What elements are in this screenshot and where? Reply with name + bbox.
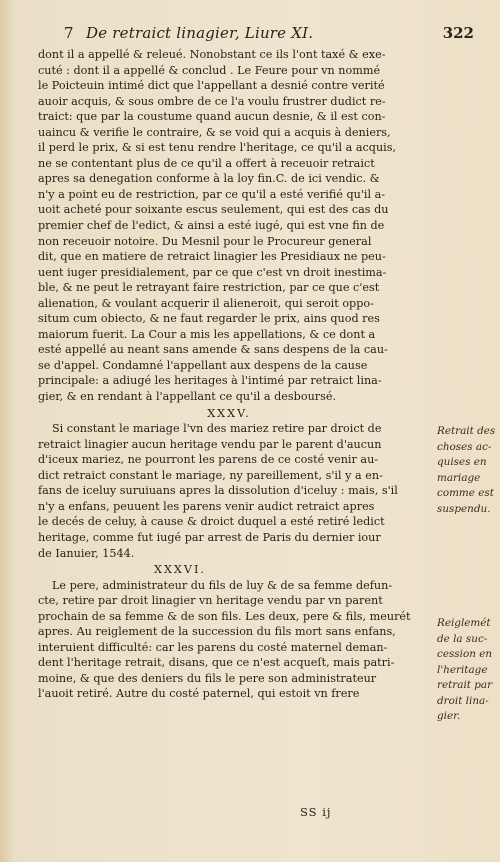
text-line: retraict linagier aucun heritage vendu par le parent d'aucun [38, 437, 382, 451]
margin-note-reiglement [437, 616, 497, 725]
text-line: n'y a enfans, peuuent les parens venir audict retraict apres [38, 499, 375, 513]
note-line: comme est [437, 487, 494, 499]
note-line: de la suc- [437, 632, 488, 645]
header-title: De retraict linagier, Liure XI. [86, 24, 314, 42]
note-line: choses ac- [437, 440, 492, 453]
text-line: d'iceux mariez, ne pourront les parens de ce costé venir au- [38, 453, 379, 467]
text-line: dit, que en matiere de retraict linagier les Presidiaux ne peu- [38, 250, 386, 264]
text-line: dict retraict constant le mariage, ny pareillement, s'il y a en- [38, 468, 383, 482]
text-line: il perd le prix, & si est tenu rendre l'heritage, ce qu'il a acquis, [38, 141, 397, 155]
text-line: dent l'heritage retrait, disans, que ce n'est acqueſt, mais patri- [38, 656, 395, 670]
text-line: le Poicteuin intimé dict que l'appellant a desnié contre verité [38, 79, 385, 93]
text-line: l'auoit retiré. Autre du costé paternel, qui estoit vn frere [38, 687, 360, 701]
text-line: moine, & que des deniers du fils le pere son administrateur [38, 671, 377, 685]
text-line: uaincu & verifie le contraire, & se void qui a acquis à deniers, [38, 125, 391, 139]
article-heading-36: XXXVI. [154, 563, 206, 577]
note-line: l'heritage [437, 663, 488, 676]
text-line: non receuoir notoire. Du Mesnil pour le Procureur general [38, 234, 372, 248]
text-line: Si constant le mariage l'vn des mariez retire par droict de [52, 422, 382, 436]
text-line: de Ianuier, 1544. [38, 546, 135, 560]
text-line: uent iuger presidialement, par ce que c'est vn droit inestima- [38, 265, 387, 279]
note-line: gier. [437, 710, 461, 722]
header-section-number: 7 [64, 24, 74, 42]
note-line: quises en [437, 456, 487, 468]
note-line: Retrait des [437, 425, 496, 437]
text-line: Le pere, administrateur du fils de luy & de sa femme defun- [52, 578, 393, 592]
text-line: le decés de celuy, à cause & droict duquel a esté retiré ledict [38, 515, 385, 529]
text-line: apres. Au reiglement de la succession du fils mort sans enfans, [38, 625, 396, 639]
page-number: 322 [442, 24, 474, 42]
text-line: principale: a adiugé les heritages à l'intimé par retraict lina- [38, 374, 382, 388]
text-line: auoir acquis, & sous ombre de ce l'a voulu frustrer dudict re- [38, 94, 386, 108]
note-line: droit lina- [437, 694, 489, 707]
text-line: se d'appel. Condamné l'appellant aux despens de la cause [38, 358, 368, 372]
note-line: cession en [437, 648, 493, 660]
text-line: traict: que par la coustume quand aucun desnie, & il est con- [38, 110, 386, 124]
text-line: esté appellé au neant sans amende & sans despens de la cau- [38, 343, 388, 357]
paragraph-1 [38, 47, 420, 405]
margin-note-retrait-des-choses [437, 424, 497, 517]
note-line: retrait par [437, 679, 493, 691]
text-line: premier chef de l'edict, & ainsi a esté iugé, qui est vne fin de [38, 219, 385, 233]
text-line: dont il a appellé & releué. Nonobstant ce ils l'ont taxé & exe- [38, 48, 386, 61]
running-header [64, 22, 484, 44]
text-line: uoit acheté pour soixante escus seulement, qui est des cas du [38, 203, 389, 217]
note-line: Reiglemét [437, 617, 491, 629]
text-line: cuté : dont il a appellé & conclud . Le Feure pour vn nommé [38, 63, 381, 77]
note-line: mariage [437, 471, 481, 484]
signature-mark: SS ij [300, 805, 332, 819]
page-body [38, 47, 420, 702]
text-line: interuient difficulté: car les parens du costé maternel deman- [38, 640, 388, 654]
text-line: maiorum fuerit. La Cour a mis les appellations, & ce dont a [38, 327, 376, 341]
text-line: heritage, comme fut iugé par arrest de Paris du dernier iour [38, 530, 381, 544]
text-line: situm cum obiecto, & ne faut regarder le prix, ains quod res [38, 312, 380, 326]
text-line: alienation, & voulant acquerir il alieneroit, qui seroit oppo- [38, 296, 374, 310]
paragraph-2 [38, 421, 420, 561]
text-line: ne se contentant plus de ce qu'il a offert à receuoir retraict [38, 156, 375, 170]
text-line: fans de iceluy suruiuans apres la dissolution d'iceluy : mais, s'il [38, 484, 398, 498]
article-heading-35: XXXV. [207, 406, 251, 420]
text-line: prochain de sa femme & de son fils. Les deux, pere & fils, meurét [38, 609, 411, 623]
text-line: cte, retire par droit linagier vn heritage vendu par vn parent [38, 594, 383, 608]
text-line: ble, & ne peut le retrayant faire restriction, par ce que c'est [38, 281, 380, 295]
note-line: suspendu. [437, 502, 491, 515]
text-line: gier, & en rendant à l'appellant ce qu'il a desboursé. [38, 390, 337, 404]
text-line: n'y a point eu de restriction, par ce qu'il a esté verifié qu'il a- [38, 187, 386, 201]
text-line: apres sa denegation conforme à la loy fin.C. de ici vendic. & [38, 172, 380, 186]
paragraph-3 [38, 578, 420, 702]
